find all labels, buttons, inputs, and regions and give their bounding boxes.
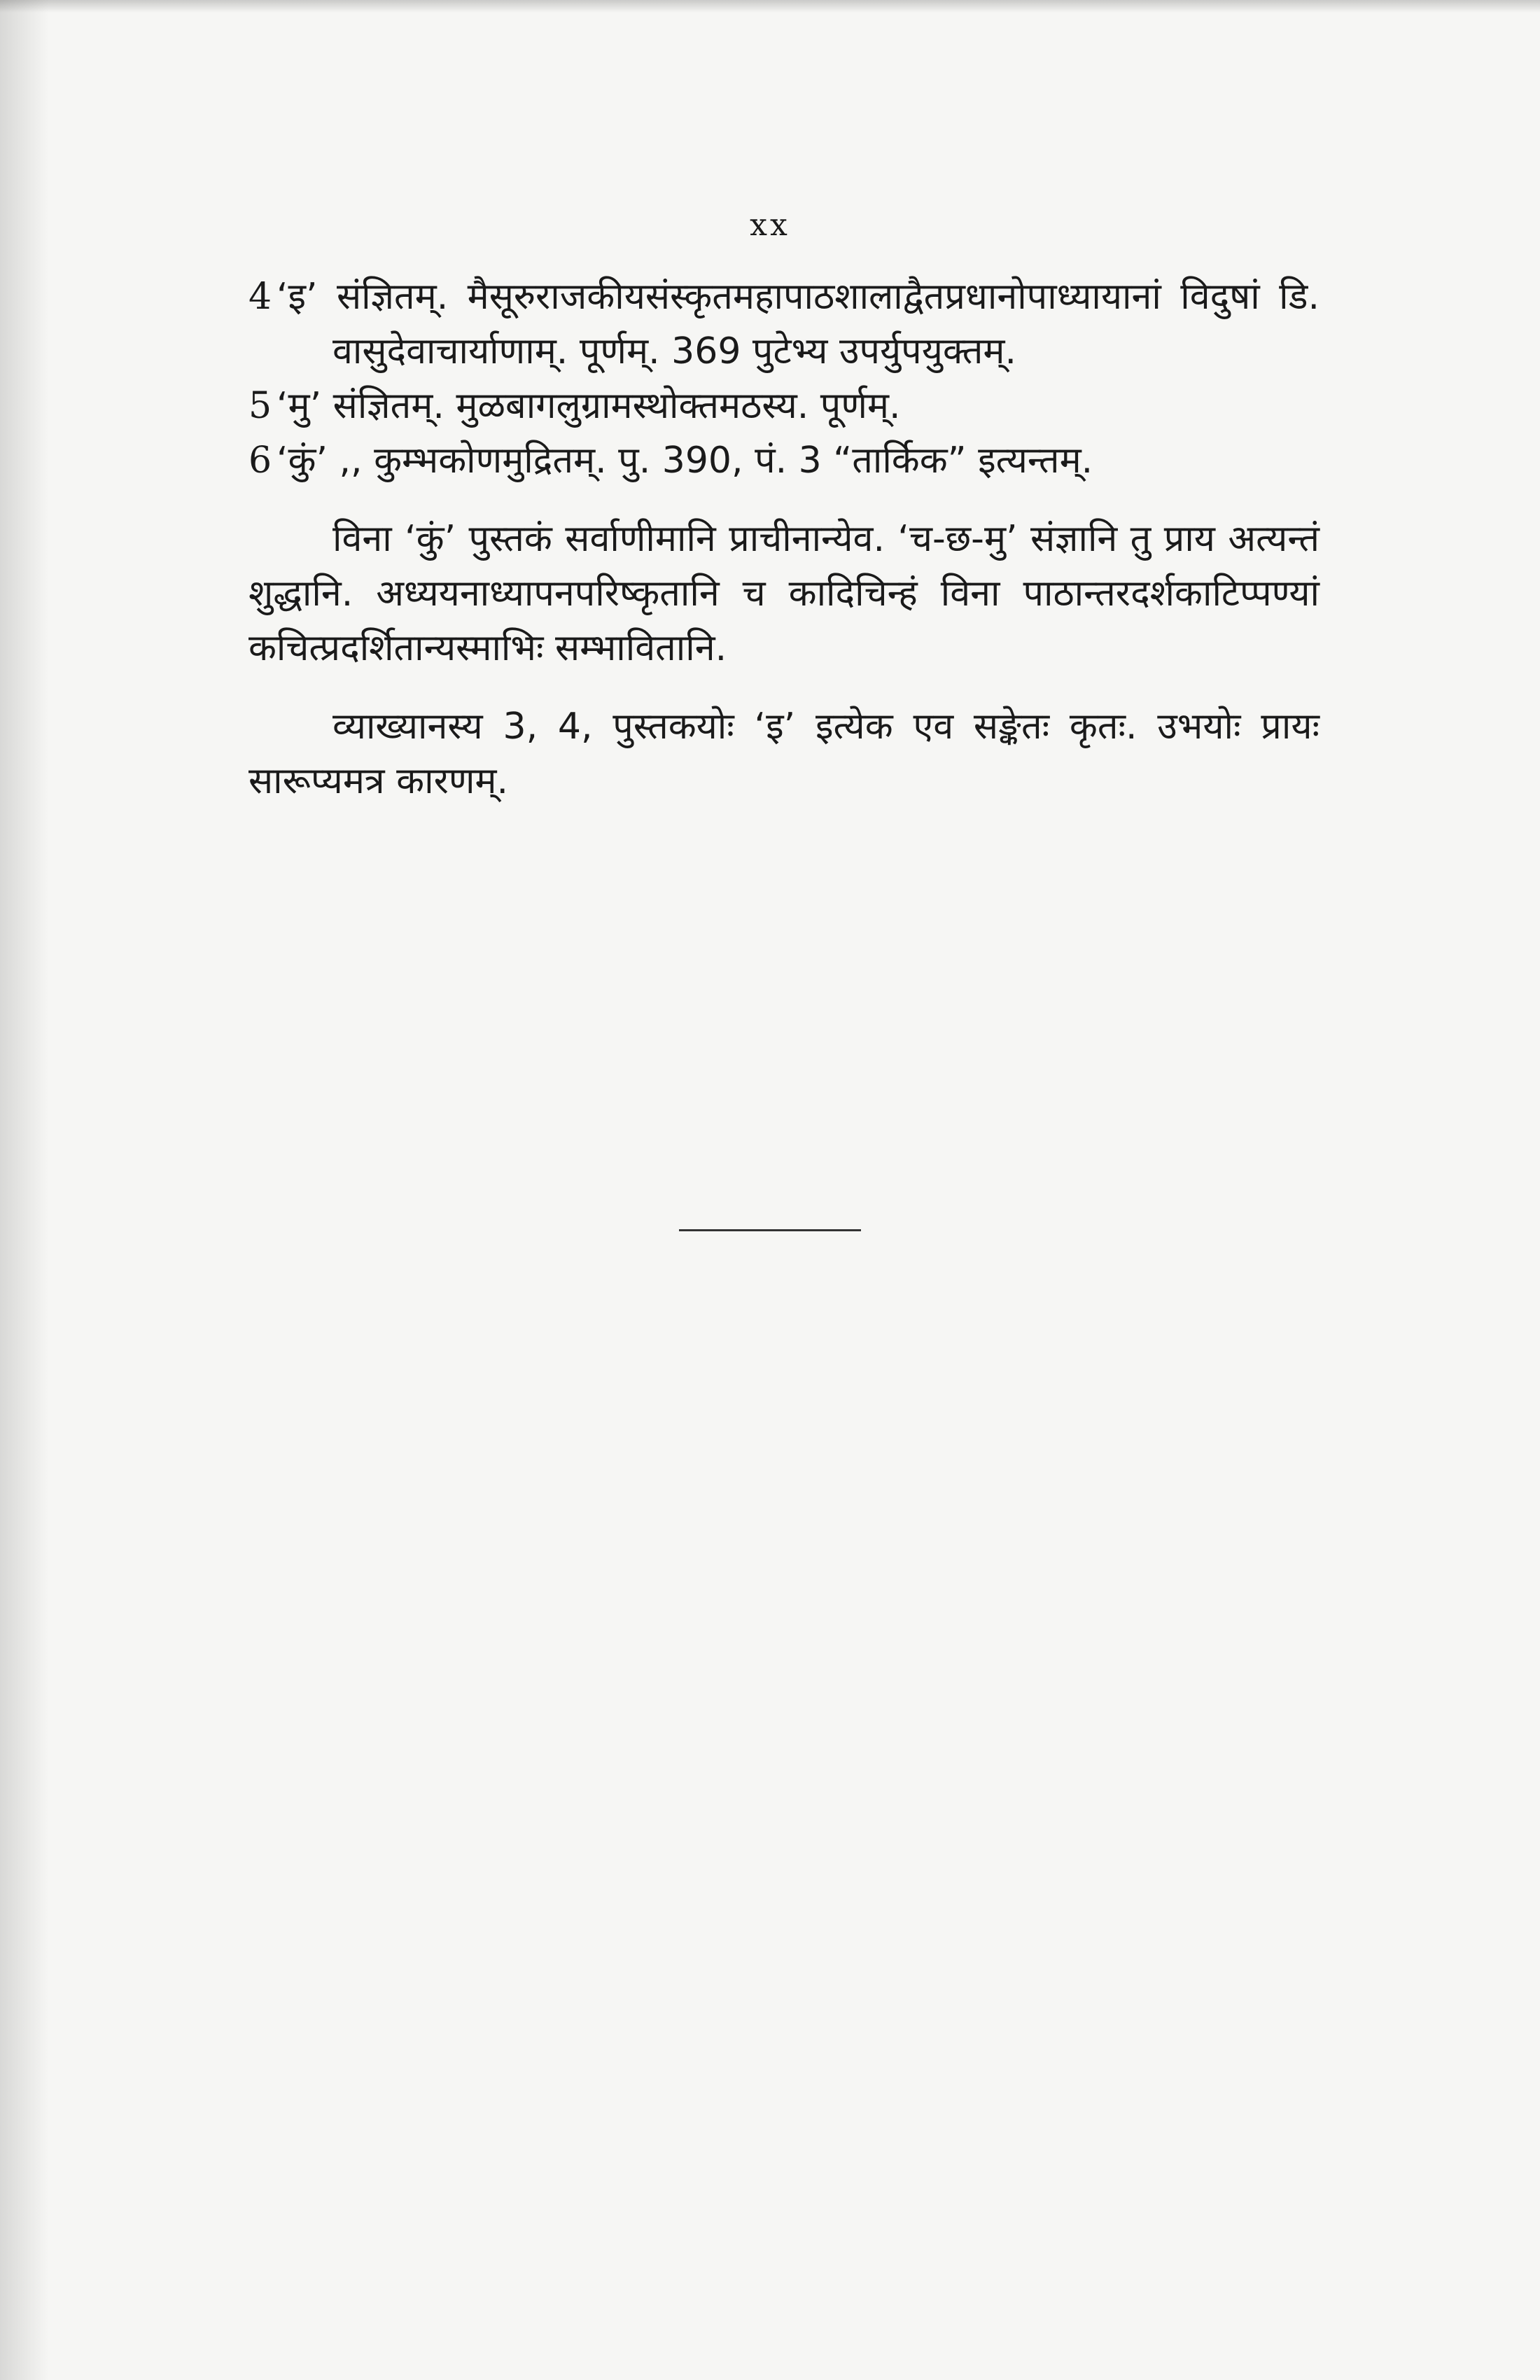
manuscript-entry-5 [248,379,1320,433]
entry-text: ‘मु’ संज्ञितम्. मुळबागलुग्रामस्थोक्तमठस्य. पूर्णम्. [276,385,901,427]
entry-number: 4 [248,276,272,318]
entry-number: 5 [248,385,272,427]
entry-text: ‘इ’ संज्ञितम्. मैसूरुराजकीयसंस्कृतमहापाठशालाद्वैतप्रधानोपाध्यायानां विदुषां डि. वासुदेवाचार्याणाम्. पूर्णम्. 369 पुटेभ्य उपर्युपयुक्तम्. [276,276,1320,372]
page-number: xx [750,207,790,243]
manuscript-entry-4 [248,270,1320,379]
entry-number: 6 [248,440,272,482]
paragraph-manuscript-notes: विना ‘कुं’ पुस्तकं सर्वाणीमानि प्राचीनान्येव. ‘च-छ-मु’ संज्ञानि तु प्राय अत्यन्तं शुद्धानि. अध्ययनाध्यापनपरिष्कृतानि च कादिचिन्हं विना पाठान्तरदर्शकाटिप्पण्यां कचित्प्रदर्शितान्यस्माभिः सम्भावितानि. [248,518,1320,669]
section-divider-rule [679,1229,861,1231]
page-edge-shadow-left [0,0,49,2380]
page-content [248,270,1320,808]
paragraph-commentary-note: व्याख्यानस्य 3, 4, पुस्तकयोः ‘इ’ इत्येक एव सङ्केतः कृतः. उभयोः प्रायः सारूप्यमत्र कारणम्. [248,706,1320,802]
entry-text: ‘कुं’ ,, कुम्भकोणमुद्रितम्. पु. 390, पं. 3 “तार्किक” इत्यन्तम्. [276,440,1093,482]
page-edge-shadow-top [0,0,1540,13]
manuscript-entry-6 [248,433,1320,488]
